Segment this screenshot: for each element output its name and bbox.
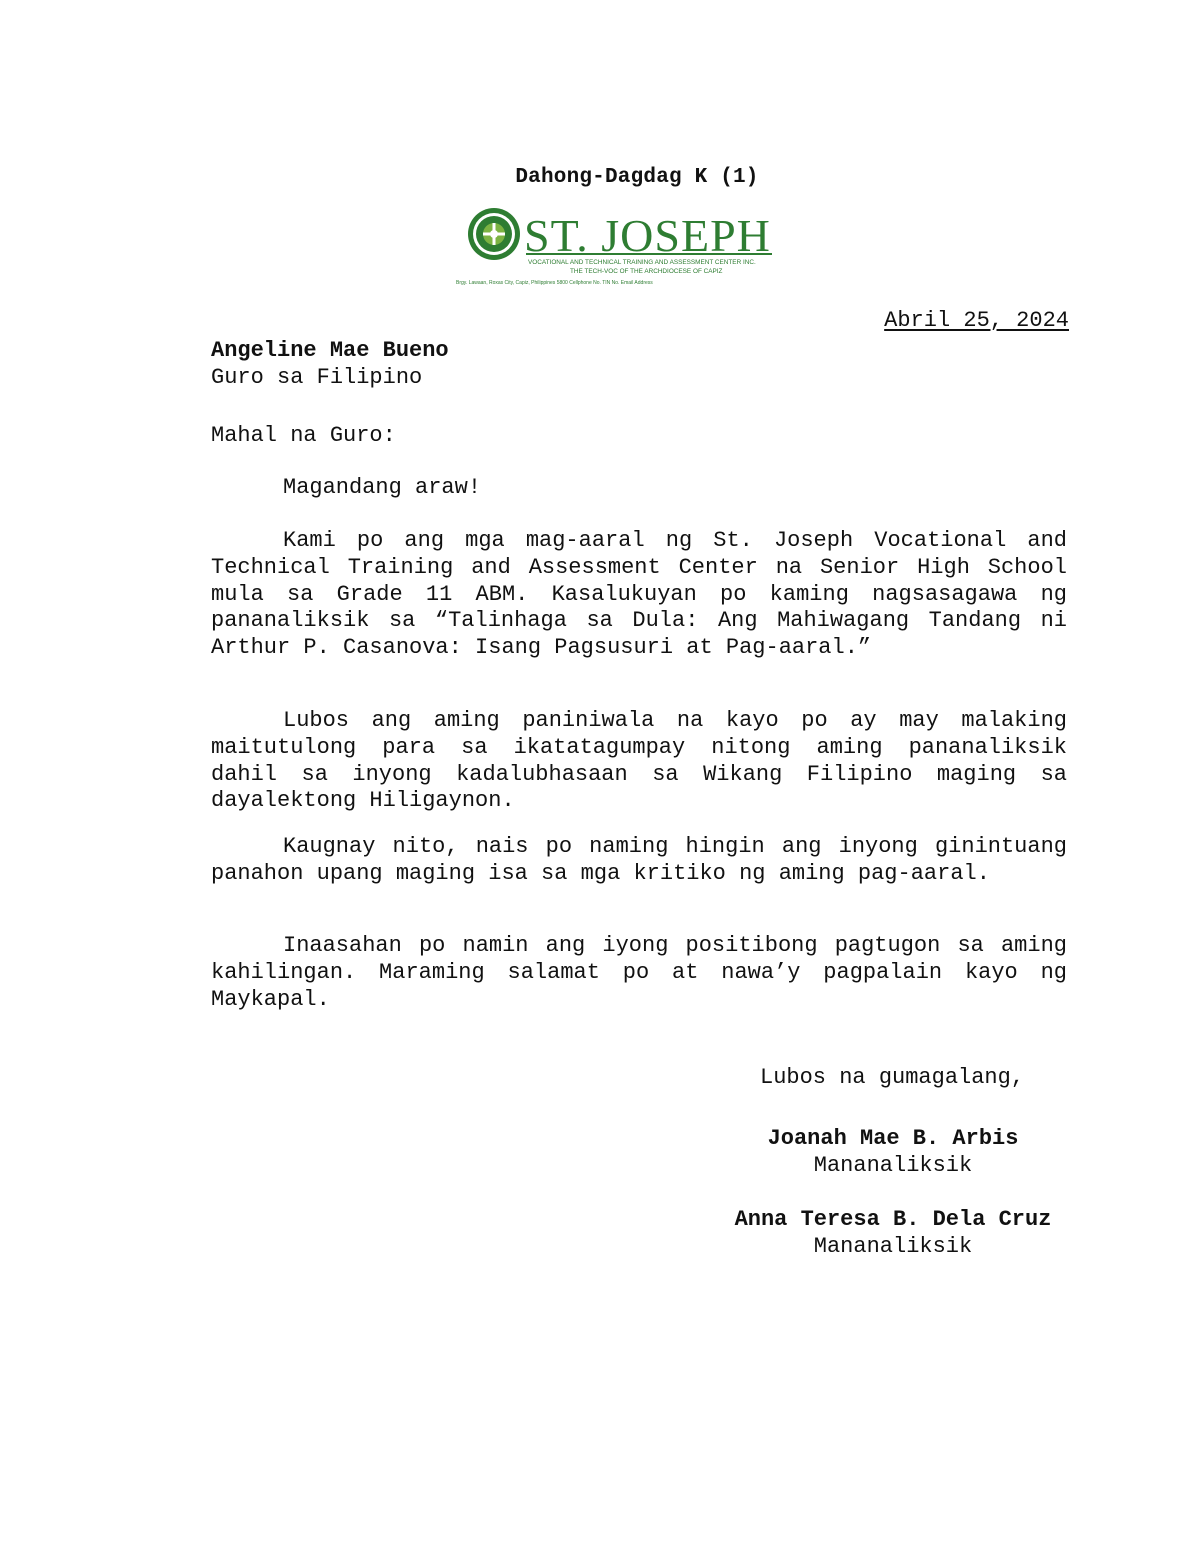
letter-date: Abril 25, 2024 <box>884 308 1069 333</box>
seal-icon <box>468 208 520 260</box>
body-paragraph: Lubos ang aming paniniwala na kayo po ay may malaking maitutulong para sa ikatatagumpay nitong aming pananaliksik dahil sa inyong kadalubhasaan sa Wikang Filipino maging sa dayalektong Hiligaynon. <box>211 708 1067 814</box>
logo-tagline-2: THE TECH-VOC OF THE ARCHDIOCESE OF CAPIZ <box>570 268 723 275</box>
closing-line: Lubos na gumagalang, <box>760 1065 1025 1090</box>
recipient-title: Guro sa Filipino <box>211 365 423 390</box>
recipient-name: Angeline Mae Bueno <box>211 338 449 363</box>
appendix-title: Dahong-Dagdag K (1) <box>515 166 759 189</box>
logo-wordmark: ST. JOSEPH <box>524 210 771 261</box>
logo-tagline-1: VOCATIONAL AND TECHNICAL TRAINING AND ASSESSMENT CENTER INC. <box>528 259 756 266</box>
body-paragraph: Kami po ang mga mag-aaral ng St. Joseph Vocational and Technical Training and Assessment Center na Senior High School mula sa Grade 11 ABM. Kasalukuyan po kaming nagsasagawa ng pananaliksik sa “Talinhaga sa Dula: Ang Mahiwagang Tandang ni Arthur P. Casanova: Isang Pagsusuri at Pag-aaral.” <box>211 528 1067 661</box>
salutation: Mahal na Guro: <box>211 423 396 448</box>
signatory-name: Joanah Mae B. Arbis <box>767 1126 1019 1151</box>
logo-address: Brgy. Lawaan, Roxas City, Capiz, Philippines 5800 Cellphone No. TIN No. Email Address <box>456 280 653 286</box>
body-paragraph: Kaugnay nito, nais po naming hingin ang inyong ginintuang panahon upang maging isa sa mga kritiko ng aming pag-aaral. <box>211 834 1067 886</box>
signatory-role: Mananaliksik <box>813 1234 973 1259</box>
st-joseph-logo <box>452 204 832 290</box>
signatory-name: Anna Teresa B. Dela Cruz <box>734 1207 1052 1232</box>
greeting: Magandang araw! <box>283 475 482 500</box>
signatory-block <box>683 1125 1103 1179</box>
body-paragraph: Inaasahan po namin ang iyong positibong pagtugon sa aming kahilingan. Maraming salamat po at nawa’y pagpalain kayo ng Maykapal. <box>211 933 1067 1012</box>
signatory-block <box>683 1206 1103 1260</box>
signatory-role: Mananaliksik <box>813 1153 973 1178</box>
